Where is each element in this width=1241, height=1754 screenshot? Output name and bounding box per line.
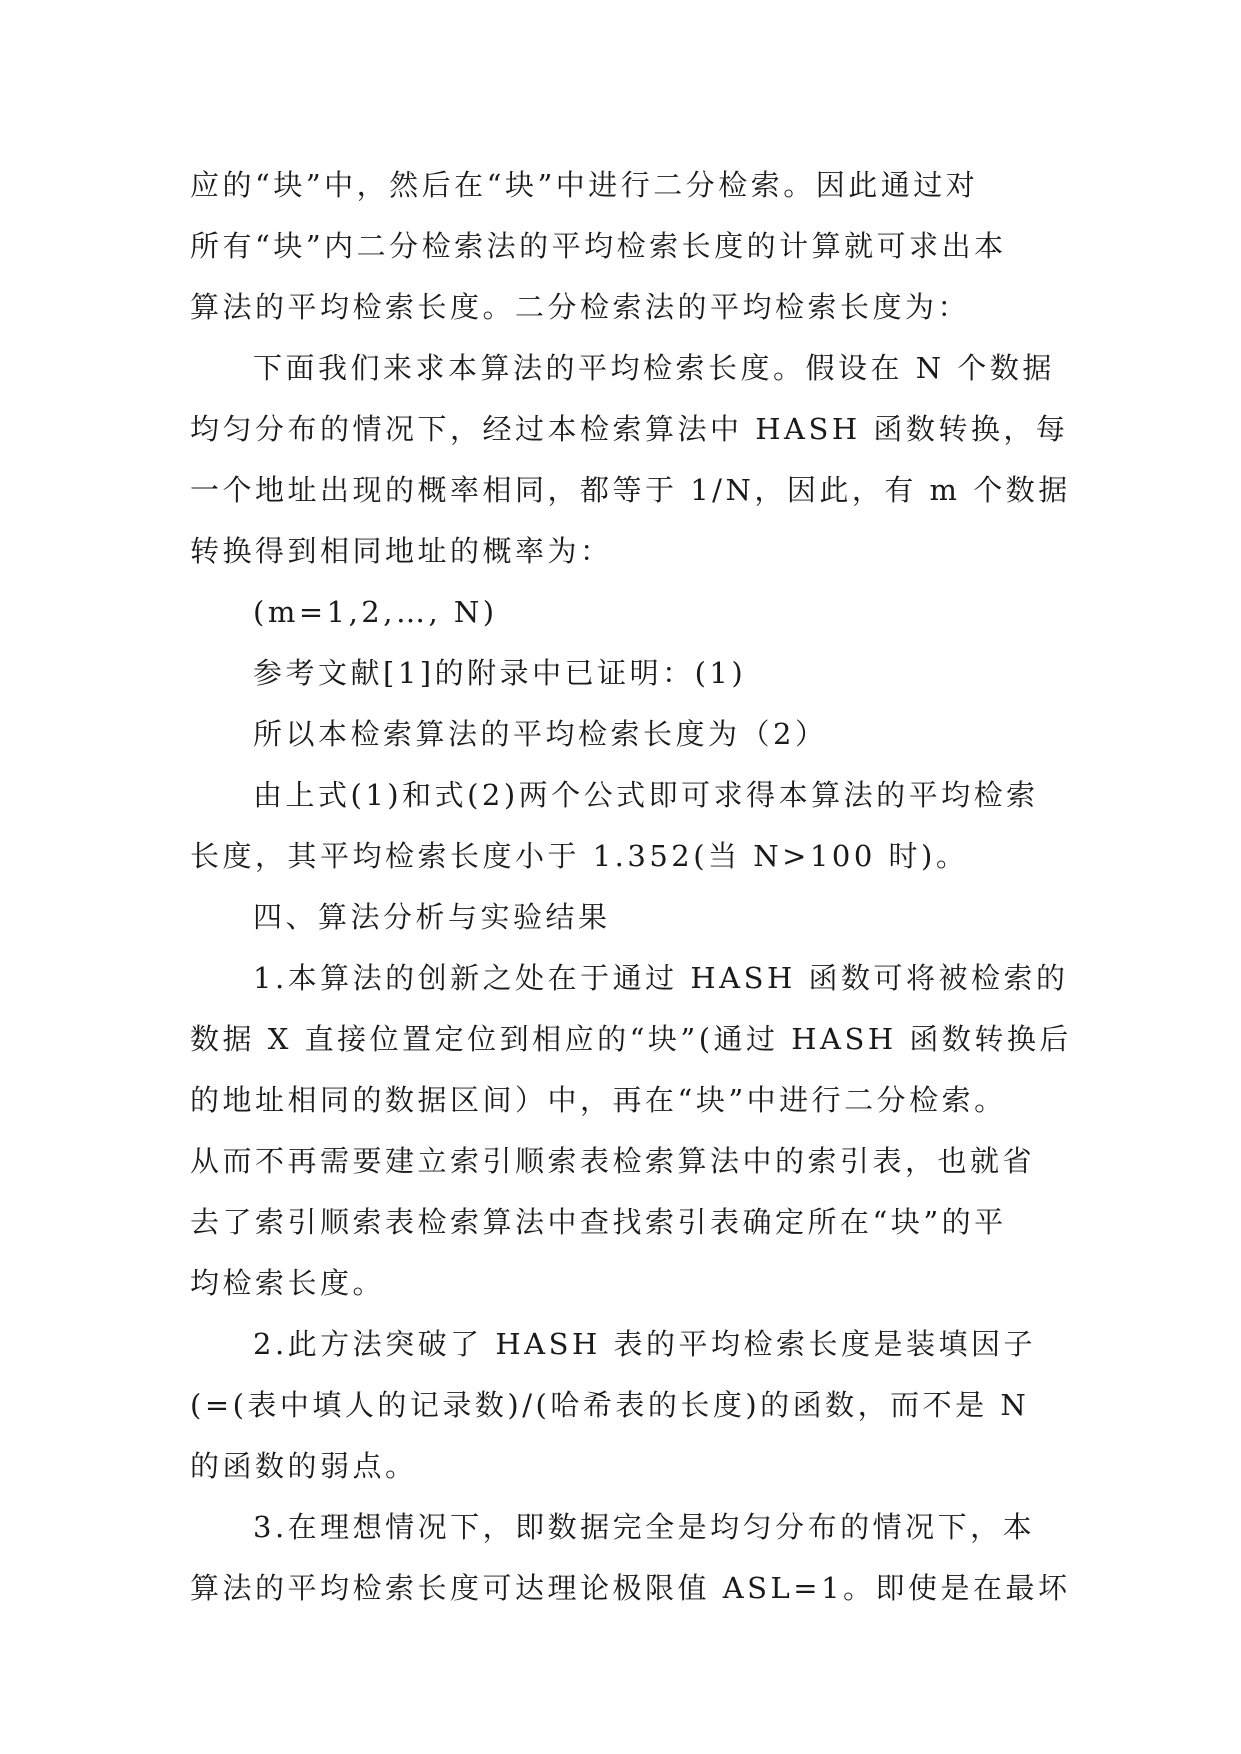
text-line: 应的“块”中，然后在“块”中进行二分检索。因此通过对 — [190, 168, 979, 202]
text-line: 3.在理想情况下，即数据完全是均匀分布的情况下，本 — [253, 1510, 1036, 1544]
text-line: 所有“块”内二分检索法的平均检索长度的计算就可求出本 — [190, 229, 1007, 263]
text-line: 均匀分布的情况下，经过本检索算法中 HASH 函数转换，每 — [190, 412, 1069, 446]
text-line: 的函数的弱点。 — [190, 1449, 418, 1483]
text-line: 数据 X 直接位置定位到相应的“块”(通过 HASH 函数转换后 — [190, 1022, 1072, 1056]
text-line: 转换得到相同地址的概率为： — [190, 534, 613, 568]
text-line: 均检索长度。 — [190, 1266, 386, 1300]
formula-line: (m=1,2,…, N) — [253, 595, 498, 629]
text-line: 1.本算法的创新之处在于通过 HASH 函数可将被检索的 — [253, 961, 1069, 995]
text-line: (=(表中填人的记录数)/(哈希表的长度)的函数，而不是 N — [190, 1388, 1030, 1422]
text-line: 算法的平均检索长度可达理论极限值 ASL=1。即使是在最坏 — [190, 1571, 1071, 1605]
text-line: 所以本检索算法的平均检索长度为（2） — [253, 717, 828, 751]
section-heading: 四、算法分析与实验结果 — [253, 900, 611, 934]
text-line: 一个地址出现的概率相同，都等于 1/N，因此，有 m 个数据 — [190, 473, 1071, 507]
text-line: 2.此方法突破了 HASH 表的平均检索长度是装填因子 — [253, 1327, 1036, 1361]
text-line: 去了索引顺索表检索算法中查找索引表确定所在“块”的平 — [190, 1205, 1007, 1239]
text-line: 从而不再需要建立索引顺索表检索算法中的索引表，也就省 — [190, 1144, 1036, 1178]
text-line: 长度，其平均检索长度小于 1.352(当 N>100 时)。 — [190, 839, 969, 873]
text-line: 的地址相同的数据区间）中，再在“块”中进行二分检索。 — [190, 1083, 1007, 1117]
text-line: 参考文献[1]的附录中已证明：(1) — [253, 656, 747, 690]
text-line: 由上式(1)和式(2)两个公式即可求得本算法的平均检索 — [253, 778, 1039, 812]
text-line: 下面我们来求本算法的平均检索长度。假设在 N 个数据 — [253, 351, 1055, 385]
text-line: 算法的平均检索长度。二分检索法的平均检索长度为： — [190, 290, 971, 324]
